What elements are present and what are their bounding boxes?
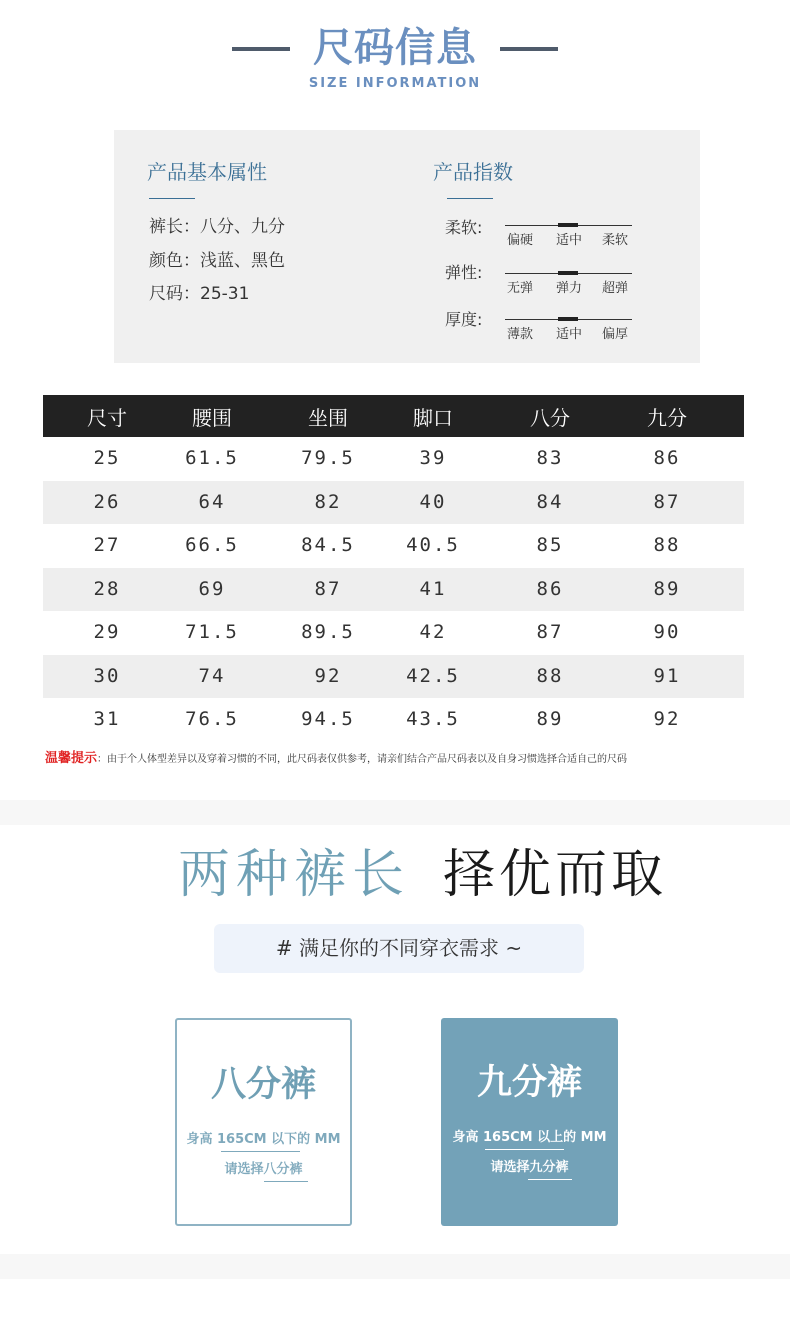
table-row bbox=[43, 655, 744, 699]
cell-eighth-length: 88 bbox=[536, 664, 564, 687]
index-label-thickness: 厚度: bbox=[445, 310, 483, 329]
cell-waist: 64 bbox=[198, 490, 226, 513]
card-ninth-length bbox=[441, 1018, 618, 1226]
header-right-bar bbox=[500, 47, 558, 51]
cell-hip: 82 bbox=[314, 490, 342, 513]
cell-hem: 40 bbox=[419, 490, 447, 513]
cell-waist: 61.5 bbox=[185, 447, 239, 469]
index-marker-softness bbox=[558, 223, 578, 227]
column-header-waist: 腰围 bbox=[192, 406, 232, 430]
cell-hem: 43.5 bbox=[406, 708, 460, 730]
cell-size: 27 bbox=[93, 534, 121, 556]
cell-size: 26 bbox=[93, 490, 121, 513]
table-row bbox=[43, 568, 744, 612]
cell-hem: 40.5 bbox=[406, 534, 460, 556]
cell-ninth-length: 86 bbox=[653, 447, 681, 469]
size-tip bbox=[45, 750, 745, 769]
cell-hip: 87 bbox=[314, 577, 342, 600]
product-index-title: 产品指数 bbox=[433, 160, 513, 184]
table-row bbox=[43, 437, 744, 481]
card-recommend: 请选择九分裤 bbox=[490, 1160, 569, 1175]
cell-hip: 92 bbox=[314, 664, 342, 687]
card-underline bbox=[264, 1181, 308, 1182]
index-label-elasticity: 弹性: bbox=[445, 263, 483, 282]
card-eighth-length bbox=[175, 1018, 352, 1226]
cell-waist: 66.5 bbox=[185, 534, 239, 556]
product-index-underline bbox=[447, 198, 493, 199]
attribute-size: 尺码：25-31 bbox=[149, 284, 250, 304]
cell-ninth-length: 89 bbox=[653, 577, 681, 600]
card-height-note: 身高 165CM 以下的 MM bbox=[186, 1132, 341, 1147]
cell-waist: 69 bbox=[198, 577, 226, 600]
card-title: 八分裤 bbox=[210, 1065, 316, 1105]
page-subtitle: SIZE INFORMATION bbox=[308, 76, 482, 91]
table-row bbox=[43, 611, 744, 655]
card-underline bbox=[485, 1149, 564, 1150]
cell-size: 30 bbox=[93, 664, 121, 687]
size-table bbox=[43, 395, 744, 742]
index-word: 偏厚 bbox=[601, 327, 628, 342]
cell-hem: 41 bbox=[419, 577, 447, 600]
cell-waist: 76.5 bbox=[185, 708, 239, 730]
cell-ninth-length: 92 bbox=[653, 708, 681, 730]
cell-size: 25 bbox=[93, 447, 121, 469]
cell-waist: 74 bbox=[198, 664, 226, 687]
size-table-header bbox=[43, 395, 744, 437]
attribute-length: 裤长：八分、九分 bbox=[149, 217, 285, 237]
index-label-softness: 柔软: bbox=[445, 218, 483, 237]
basic-attributes-underline bbox=[149, 198, 195, 199]
product-info-box bbox=[114, 130, 700, 363]
cell-ninth-length: 88 bbox=[653, 534, 681, 556]
section-title-choose: 择优而取 bbox=[443, 845, 668, 905]
section-title-lengths: 两种裤长 bbox=[178, 845, 411, 905]
index-word: 适中 bbox=[555, 327, 582, 342]
needs-tagline: # 满足你的不同穿衣需求 ~ bbox=[214, 924, 584, 973]
header-left-bar bbox=[232, 47, 290, 51]
index-word: 薄款 bbox=[506, 327, 533, 342]
cell-size: 28 bbox=[93, 577, 121, 600]
cell-eighth-length: 84 bbox=[536, 490, 564, 513]
cell-hem: 39 bbox=[419, 447, 447, 469]
cell-eighth-length: 89 bbox=[536, 708, 564, 730]
size-info-header bbox=[0, 0, 790, 110]
tip-label: 温馨提示 bbox=[45, 751, 98, 766]
column-header-hip: 坐围 bbox=[308, 406, 348, 430]
cell-eighth-length: 87 bbox=[536, 621, 564, 643]
card-underline bbox=[221, 1151, 300, 1152]
card-recommend: 请选择八分裤 bbox=[224, 1162, 303, 1177]
cell-hem: 42 bbox=[419, 621, 447, 643]
cell-hip: 89.5 bbox=[301, 621, 355, 643]
page-title: 尺码信息 bbox=[313, 25, 477, 71]
cell-hip: 84.5 bbox=[301, 534, 355, 556]
attribute-color: 颜色：浅蓝、黑色 bbox=[149, 251, 285, 271]
column-header-hem: 脚口 bbox=[413, 406, 453, 430]
cell-hem: 42.5 bbox=[406, 664, 460, 687]
cell-size: 31 bbox=[93, 708, 121, 730]
cell-eighth-length: 85 bbox=[536, 534, 564, 556]
section-divider bbox=[0, 800, 790, 825]
cell-hip: 79.5 bbox=[301, 447, 355, 469]
column-header-eighth-length: 八分 bbox=[530, 406, 570, 430]
table-row bbox=[43, 481, 744, 525]
card-title: 九分裤 bbox=[476, 1063, 582, 1103]
cell-size: 29 bbox=[93, 621, 121, 643]
column-header-ninth-length: 九分 bbox=[647, 406, 687, 430]
cell-ninth-length: 90 bbox=[653, 621, 681, 643]
index-word: 无弹 bbox=[506, 281, 533, 296]
tip-text: ：由于个人体型差异以及穿着习惯的不同，此尺码表仅供参考，请亲们结合产品尺码表以及自身习惯选择合适自己的尺码 bbox=[97, 754, 628, 765]
table-row bbox=[43, 698, 744, 742]
index-word: 偏硬 bbox=[506, 233, 533, 248]
index-word: 超弹 bbox=[601, 281, 628, 296]
cell-ninth-length: 87 bbox=[653, 490, 681, 513]
cell-eighth-length: 83 bbox=[536, 447, 564, 469]
index-word: 柔软 bbox=[601, 233, 628, 248]
cell-ninth-length: 91 bbox=[653, 664, 681, 687]
index-marker-elasticity bbox=[558, 271, 578, 275]
cell-waist: 71.5 bbox=[185, 621, 239, 643]
index-word: 适中 bbox=[555, 233, 582, 248]
table-row bbox=[43, 524, 744, 568]
index-marker-thickness bbox=[558, 317, 578, 321]
index-word: 弹力 bbox=[555, 281, 582, 296]
column-header-size: 尺寸 bbox=[87, 406, 127, 430]
section-divider bbox=[0, 1254, 790, 1279]
basic-attributes-title: 产品基本属性 bbox=[147, 160, 267, 184]
card-underline bbox=[528, 1179, 572, 1180]
cell-eighth-length: 86 bbox=[536, 577, 564, 600]
cell-hip: 94.5 bbox=[301, 708, 355, 730]
card-height-note: 身高 165CM 以上的 MM bbox=[452, 1130, 607, 1145]
